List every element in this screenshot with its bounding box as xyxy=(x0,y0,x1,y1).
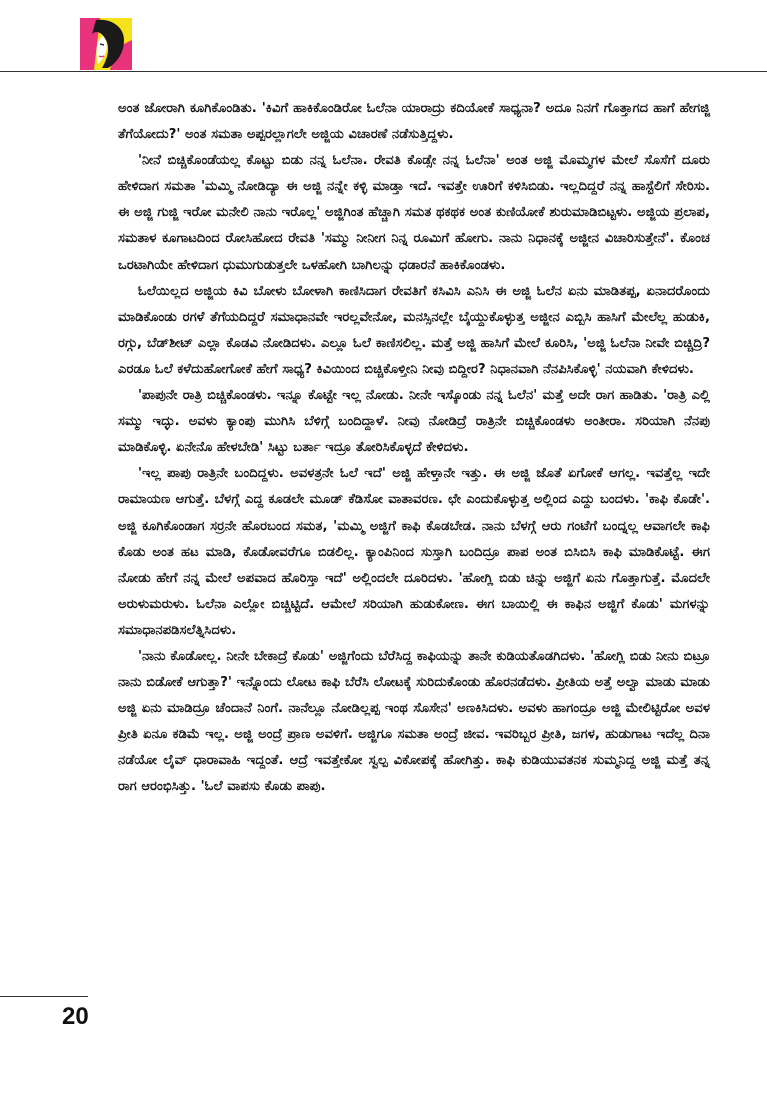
woman-face-logo-icon xyxy=(80,18,132,70)
header-rule xyxy=(0,71,767,72)
logo xyxy=(80,18,132,70)
paragraph: 'ಇಲ್ಲ ಪಾಪು ರಾತ್ರಿನೇ ಬಂದಿದ್ದಳು. ಅವಳತ್ರನೇ ಓಲೆ ಇದೆ' ಅಜ್ಜಿ ಹೇಳ್ತಾನೇ ಇತ್ತು. ಈ ಅಜ್ಜಿ ಜೊತೆ ಏಗೋಕೆ ಆಗಲ್ಲ. ಇವತ್ತೆಲ್ಲ ಇದೇ ರಾಮಾಯಣ ಆಗುತ್ತೆ. ಬೆಳಗ್ಗೆ ಎದ್ದ ಕೂಡಲೇ ಮೂಡ್ ಕೆಡಿಸೋ ವಾತಾವರಣ. ಛೇ ಎಂದುಕೊಳ್ಳುತ್ತ ಅಲ್ಲಿಂದ ಎದ್ದು ಬಂದಳು. 'ಕಾಫಿ ಕೊಡೇ'. ಅಜ್ಜಿ ಕೂಗಿಕೊಂಡಾಗ ಸರ್ರನೇ ಹೊರಬಂದ ಸಮತ, 'ಮಮ್ಮಿ ಅಜ್ಜಿಗೆ ಕಾಫಿ ಕೊಡಬೇಡ. ನಾನು ಬೆಳಗ್ಗೆ ಆರು ಗಂಟೆಗೆ ಬಂದ್ನಲ್ಲ ಆವಾಗಲೇ ಕಾಫಿ ಕೊಡು ಅಂತ ಹಟ ಮಾಡಿ, ಕೊಡೋವರೆಗೂ ಬಿಡಲಿಲ್ಲ. ಕ್ಯಾಂಪಿನಿಂದ ಸುಸ್ತಾಗಿ ಬಂದಿದ್ರೂ ಪಾಪ ಅಂತ ಬಿಸಿಬಿಸಿ ಕಾಫಿ ಮಾಡಿಕೊಟ್ಟೆ. ಈಗ ನೋಡು ಹೇಗೆ ನನ್ನ ಮೇಲೆ ಅಪವಾದ ಹೊರಿಸ್ತಾ ಇದೆ' ಅಲ್ಲಿಂದಲೇ ದೂರಿದಳು. 'ಹೋಗ್ಲಿ ಬಿಡು ಚಿನ್ನು ಅಜ್ಜಿಗೆ ಏನು ಗೊತ್ತಾಗುತ್ತೆ. ಮೊದಲೇ ಅರುಳುಮರುಳು. ಓಲೆನಾ ಎಲ್ಲೋ ಬಿಚ್ಚಿಟ್ಟಿದೆ. ಆಮೇಲೆ ಸರಿಯಾಗಿ ಹುಡುಕೋಣ. ಈಗ ಬಾಯಿಲ್ಲಿ ಈ ಕಾಫಿನ ಅಜ್ಜಿಗೆ ಕೊಡು' ಮಗಳನ್ನು ಸಮಾಧಾನಪಡಿಸಲೆತ್ನಿಸಿದಳು. xyxy=(118,466,710,638)
paragraph: ಓಲೆಯಿಲ್ಲದ ಅಜ್ಜಿಯ ಕಿವಿ ಬೋಳು ಬೋಳಾಗಿ ಕಾಣಿಸಿದಾಗ ರೇವತಿಗೆ ಕಸಿವಿಸಿ ಎನಿಸಿ ಈ ಅಜ್ಜಿ ಓಲೆನ ಏನು ಮಾಡಿತಪ್ಪ, ಏನಾದರೊಂದು ಮಾಡಿಕೊಂಡು ರಗಳೆ ತೆಗೆಯದಿದ್ದರೆ ಸಮಾಧಾನವೇ ಇರಲ್ಲವೇನೋ, ಮನಸ್ಸಿನಲ್ಲೇ ಬೈಯ್ದುಕೊಳ್ಳುತ್ತ ಅಜ್ಜೀನ ಎಬ್ಬಿಸಿ ಹಾಸಿಗೆ ಮೇಲೆಲ್ಲ ಹುಡುಕಿ, ರಗ್ಗು, ಬೆಡ್‌ಶೀಟ್ ಎಲ್ಲಾ ಕೊಡವಿ ನೋಡಿದಳು. ಎಲ್ಲೂ ಓಲೆ ಕಾಣಿಸಲಿಲ್ಲ. ಮತ್ತೆ ಅಜ್ಜಿ ಹಾಸಿಗೆ ಮೇಲೆ ಕೂರಿಸಿ, 'ಅಜ್ಜಿ ಓಲೆನಾ ನೀವೇ ಬಿಚ್ಚಿದ್ರಿ? ಎರಡೂ ಓಲೆ ಕಳೆದುಹೋಗೋಕೆ ಹೇಗೆ ಸಾಧ್ಯ? ಕಿವಿಯಿಂದ ಬಿಚ್ಚಿಕೊಳ್ತೀನಿ ನೀವು ಬಿದ್ದೀರ? ನಿಧಾನವಾಗಿ ನೆನಪಿಸಿಕೊಳ್ಳಿ' ನಯವಾಗಿ ಕೇಳಿದಳು. xyxy=(118,283,710,377)
paragraph: 'ನೀನೆ ಬಿಚ್ಚಿಕೊಂಡೆಯಲ್ಲ ಕೊಟ್ಟು ಬಿಡು ನನ್ನ ಓಲೆನಾ. ರೇವತಿ ಕೊಡ್ಸೇ ನನ್ನ ಓಲೆನಾ' ಅಂತ ಅಜ್ಜಿ ಮೊಮ್ಮಗಳ ಮೇಲೆ ಸೊಸೆಗೆ ದೂರು ಹೇಳಿದಾಗ ಸಮತಾ 'ಮಮ್ಮಿ ನೋಡಿದ್ಯಾ ಈ ಅಜ್ಜಿ ನನ್ನೇ ಕಳ್ಳಿ ಮಾಡ್ತಾ ಇದೆ. ಇವತ್ತೇ ಊರಿಗೆ ಕಳಿಸಿಬಿಡು. ಇಲ್ಲದಿದ್ದರೆ ನನ್ನ ಹಾಸ್ಟೆಲಿಗೆ ಸೇರಿಸು. ಈ ಅಜ್ಜಿ ಗುಜ್ಜಿ ಇರೋ ಮನೇಲಿ ನಾನು ಇರೊಲ್ಲ' ಅಜ್ಜಿಗಿಂತ ಹೆಚ್ಚಾಗಿ ಸಮತ ಥಕಥಕ ಅಂತ ಕುಣಿಯೋಕೆ ಶುರುಮಾಡಿಬಿಟ್ಟಳು. ಅಜ್ಜಿಯ ಪ್ರಲಾಪ, ಸಮತಾಳ ಕೂಗಾಟದಿಂದ ರೋಸಿಹೋದ ರೇವತಿ 'ಸಮ್ಮು ನೀನೀಗ ನಿನ್ನ ರೂಮಿಗೆ ಹೋಗು. ನಾನು ನಿಧಾನಕ್ಕೆ ಅಜ್ಜೀನ ವಿಚಾರಿಸುತ್ತೇನೆ'. ಕೊಂಚ ಒರಟಾಗಿಯೇ ಹೇಳಿದಾಗ ಧುಮುಗುಡುತ್ತಲೇ ಒಳಹೋಗಿ ಬಾಗಿಲನ್ನು ಧಡಾರನೆ ಹಾಕಿಕೊಂಡಳು. xyxy=(118,153,710,273)
page-number: 20 xyxy=(62,1003,89,1030)
paragraph: 'ಪಾಪುನೇ ರಾತ್ರಿ ಬಿಚ್ಚಿಕೊಂಡಳು. ಇನ್ನೂ ಕೊಟ್ಟೇ ಇಲ್ಲ ನೋಡು. ನೀನೇ ಇಸ್ಕೊಂಡು ನನ್ನ ಓಲೆನ' ಮತ್ತೆ ಅದೇ ರಾಗ ಹಾಡಿತು. 'ರಾತ್ರಿ ಎಲ್ಲಿ ಸಮ್ಮು ಇದ್ಳು. ಅವಳು ಕ್ಯಾಂಪು ಮುಗಿಸಿ ಬೆಳಿಗ್ಗೆ ಬಂದಿದ್ದಾಳೆ. ನೀವು ನೋಡಿದ್ರೆ ರಾತ್ರಿನೇ ಬಿಚ್ಚಿಕೊಂಡಳು ಅಂತೀರಾ. ಸರಿಯಾಗಿ ನೆನಪು ಮಾಡಿಕೊಳ್ಳಿ. ಏನೇನೊ ಹೇಳಬೇಡಿ' ಸಿಟ್ಟು ಬರ್ತಾ ಇದ್ರೂ ತೋರಿಸಿಕೊಳ್ಳದೆ ಕೇಳಿದಳು. xyxy=(118,388,710,456)
footer-rule xyxy=(0,996,88,997)
article-body xyxy=(118,96,710,801)
paragraph: ಅಂತ ಜೋರಾಗಿ ಕೂಗಿಕೊಂಡಿತು. 'ಕಿವಿಗೆ ಹಾಕಿಕೊಂಡಿರೋ ಓಲೆನಾ ಯಾರಾದ್ರು ಕದಿಯೋಕೆ ಸಾಧ್ಯನಾ? ಅದೂ ನಿನಗೆ ಗೊತ್ತಾಗದ ಹಾಗೆ ಹೇಗಜ್ಜಿ ತೆಗೆಯೋದು?' ಅಂತ ಸಮತಾ ಅಪ್ಪರಲ್ಲಾಗಲೇ ಅಜ್ಜಿಯ ವಿಚಾರಣೆ ನಡೆಸುತ್ತಿದ್ದಳು. xyxy=(118,101,710,143)
paragraph: 'ನಾನು ಕೊಡೋಲ್ಲ. ನೀನೇ ಬೇಕಾದ್ರೆ ಕೊಡು' ಅಜ್ಜಿಗೆಂದು ಬೆರೆಸಿದ್ದ ಕಾಫಿಯನ್ನು ತಾನೇ ಕುಡಿಯತೊಡಗಿದಳು. 'ಹೋಗ್ಲಿ ಬಿಡು ನೀನು ಬಿಟ್ರೂ ನಾನು ಬಿಡೋಕೆ ಆಗುತ್ತಾ?' ಇನ್ನೊಂದು ಲೋಟ ಕಾಫಿ ಬೆರೆಸಿ ಲೋಟಕ್ಕೆ ಸುರಿದುಕೊಂಡು ಹೊರನಡೆದಳು. ಪ್ರೀತಿಯ ಅತ್ತೆ ಅಲ್ವಾ ಮಾಡು ಮಾಡು ಅಜ್ಜಿ ಏನು ಮಾಡಿದ್ರೂ ಚೆಂದಾನೆ ನಿಂಗೆ. ನಾನೆಲ್ಲೂ ನೋಡಿಲ್ಲಪ್ಪ ಇಂಥ ಸೊಸೇನ' ಅಣಕಿಸಿದಳು. ಅವಳು ಹಾಗಂದ್ರೂ ಅಜ್ಜಿ ಮೇಲಿಟ್ಟಿರೋ ಅವಳ ಪ್ರೀತಿ ಏನೂ ಕಡಿಮೆ ಇಲ್ಲ. ಅಜ್ಜಿ ಅಂದ್ರೆ ಪ್ರಾಣ ಅವಳಿಗೆ. ಅಜ್ಜಿಗೂ ಸಮತಾ ಅಂದ್ರೆ ಜೀವ. ಇವರಿಬ್ಬರ ಪ್ರೀತಿ, ಜಗಳ, ಹುಡುಗಾಟ ಇದೆಲ್ಲ ದಿನಾ ನಡೆಯೋ ಲೈವ್ ಧಾರಾವಾಹಿ ಇದ್ದಂತೆ. ಆದ್ರೆ ಇವತ್ತೇಕೋ ಸ್ವಲ್ಪ ವಿಕೋಪಕ್ಕೆ ಹೋಗಿತ್ತು. ಕಾಫಿ ಕುಡಿಯುವತನಕ ಸುಮ್ಮನಿದ್ದ ಅಜ್ಜಿ ಮತ್ತೆ ತನ್ನ ರಾಗ ಆರಂಭಿಸಿತ್ತು. 'ಓಲೆ ವಾಪಸು ಕೊಡು ಪಾಪು. xyxy=(118,648,710,795)
